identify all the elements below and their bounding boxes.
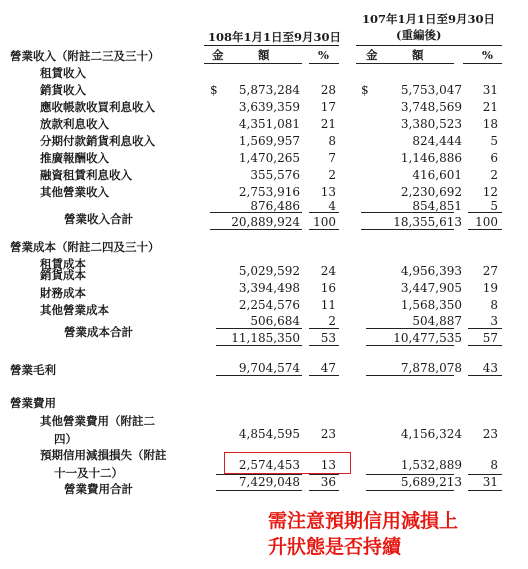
current-pct: 2	[328, 314, 336, 328]
current-amount: 2,753,916	[238, 185, 300, 199]
prior-pct: 12	[482, 185, 498, 199]
current-amount: 5,029,592	[238, 264, 300, 278]
current-pct: 11	[320, 298, 336, 312]
prior-amount: 10,477,535	[393, 331, 462, 345]
gross-profit-label: 營業毛利	[10, 363, 56, 377]
row-label: 分期付款銷貨利息收入	[40, 134, 155, 148]
prior-pct: 18	[482, 117, 498, 131]
current-pct: 4	[328, 199, 336, 213]
prior-amount: 1,532,889	[400, 458, 462, 472]
current-amount: 506,684	[250, 314, 300, 328]
prior-pct: 2	[490, 168, 498, 182]
current-amount: 2,254,576	[238, 298, 300, 312]
prior-pct: 43	[482, 361, 498, 375]
prior-pct: 19	[482, 281, 498, 295]
row-label: 推廣報酬收入	[40, 151, 109, 165]
prior-pct: 3	[490, 314, 498, 328]
current-pct: 100	[313, 215, 336, 229]
prior-amount: 416,601	[412, 168, 462, 182]
prior-amount: 5,689,213	[400, 475, 462, 489]
cost-heading: 營業成本（附註二四及三十）	[10, 240, 160, 254]
current-amount: 3,394,498	[238, 281, 300, 295]
prior-amount: 824,444	[412, 134, 462, 148]
prior-pct: 8	[490, 458, 498, 472]
current-pct: 8	[328, 134, 336, 148]
current-amount: 876,486	[250, 199, 300, 213]
current-pct: 23	[320, 427, 336, 441]
prior-amount: 3,447,905	[400, 281, 462, 295]
current-amount: 11,185,350	[231, 331, 300, 345]
current-amount: 1,569,957	[238, 134, 300, 148]
current-pct: 28	[320, 83, 336, 97]
prior-amount: 3,748,569	[400, 100, 462, 114]
current-amount: 2,574,453	[238, 458, 300, 472]
current-pct: 21	[320, 117, 336, 131]
prior-pct: 31	[482, 83, 498, 97]
current-pct: 47	[320, 361, 336, 375]
current-pct: 7	[328, 151, 336, 165]
prior-pct: 8	[490, 298, 498, 312]
current-pct: 36	[320, 475, 336, 489]
annotation-line-1: 需注意預期信用減損上	[268, 510, 459, 532]
annotation-line-2: 升狀態是否持續	[268, 536, 402, 558]
current-pct: 13	[320, 458, 336, 472]
prior-amount: 2,230,692	[400, 185, 462, 199]
current-pct: 16	[320, 281, 336, 295]
current-period-header: 108年1月1日至9月30日	[208, 30, 342, 44]
prior-pct: 6	[490, 151, 498, 165]
current-pct: 13	[320, 185, 336, 199]
dollar-sign: $	[361, 83, 369, 97]
prior-period-header: 107年1月1日至9月30日	[362, 12, 496, 26]
revenue-total-label: 營業收入合計	[64, 212, 133, 226]
prior-amount: 854,851	[412, 199, 462, 213]
current-amount-header: 金 額	[212, 48, 270, 62]
row-label: 銷貨成本	[40, 268, 86, 282]
prior-amount: 18,355,613	[393, 215, 462, 229]
row-label: 租賃收入	[40, 66, 86, 80]
current-amount: 3,639,359	[238, 100, 300, 114]
prior-amount-header: 金 額	[366, 48, 424, 62]
highlight-box	[224, 452, 351, 474]
prior-pct: 27	[482, 264, 498, 278]
current-amount: 1,470,265	[238, 151, 300, 165]
current-pct: 53	[320, 331, 336, 345]
prior-pct-header: %	[482, 48, 493, 62]
prior-amount: 5,753,047	[400, 83, 462, 97]
row-label-cont: 四）	[54, 432, 77, 446]
prior-amount: 3,380,523	[400, 117, 462, 131]
prior-pct: 57	[482, 331, 498, 345]
row-label: 租賃成本	[40, 257, 86, 271]
prior-amount: 7,878,078	[400, 361, 462, 375]
prior-amount: 4,956,393	[400, 264, 462, 278]
current-pct: 24	[320, 264, 336, 278]
current-amount: 5,873,284	[238, 83, 300, 97]
current-amount: 355,576	[250, 168, 300, 182]
current-amount: 7,429,048	[238, 475, 300, 489]
prior-pct: 100	[475, 215, 498, 229]
current-pct: 2	[328, 168, 336, 182]
current-pct-header: %	[318, 48, 329, 62]
prior-amount: 1,146,886	[400, 151, 462, 165]
row-label: 放款利息收入	[40, 117, 109, 131]
current-amount: 9,704,574	[238, 361, 300, 375]
prior-pct: 31	[482, 475, 498, 489]
current-amount: 4,854,595	[238, 427, 300, 441]
prior-pct: 23	[482, 427, 498, 441]
row-label: 財務成本	[40, 286, 86, 300]
prior-amount: 1,568,350	[400, 298, 462, 312]
row-label: 銷貨收入	[40, 83, 86, 97]
prior-amount: 504,887	[412, 314, 462, 328]
row-label-cont: 十一及十二）	[54, 466, 123, 480]
revenue-heading: 營業收入（附註二三及三十）	[10, 49, 160, 63]
row-label: 預期信用減損損失（附註	[40, 448, 167, 462]
row-label: 應收帳款收買利息收入	[40, 100, 155, 114]
prior-pct: 5	[490, 134, 498, 148]
row-label: 其他營業成本	[40, 303, 109, 317]
current-amount: 4,351,081	[238, 117, 300, 131]
opex-total-label: 營業費用合計	[64, 482, 133, 496]
dollar-sign: $	[210, 83, 218, 97]
current-pct: 17	[320, 100, 336, 114]
row-label: 其他營業收入	[40, 185, 109, 199]
prior-pct: 21	[482, 100, 498, 114]
cost-total-label: 營業成本合計	[64, 325, 133, 339]
prior-pct: 5	[490, 199, 498, 213]
prior-restated-note: (重編後)	[396, 28, 442, 42]
current-amount: 20,889,924	[231, 215, 300, 229]
row-label: 融資租賃利息收入	[40, 168, 132, 182]
row-label: 其他營業費用（附註二	[40, 414, 155, 428]
prior-amount: 4,156,324	[400, 427, 462, 441]
opex-heading: 營業費用	[10, 396, 56, 410]
